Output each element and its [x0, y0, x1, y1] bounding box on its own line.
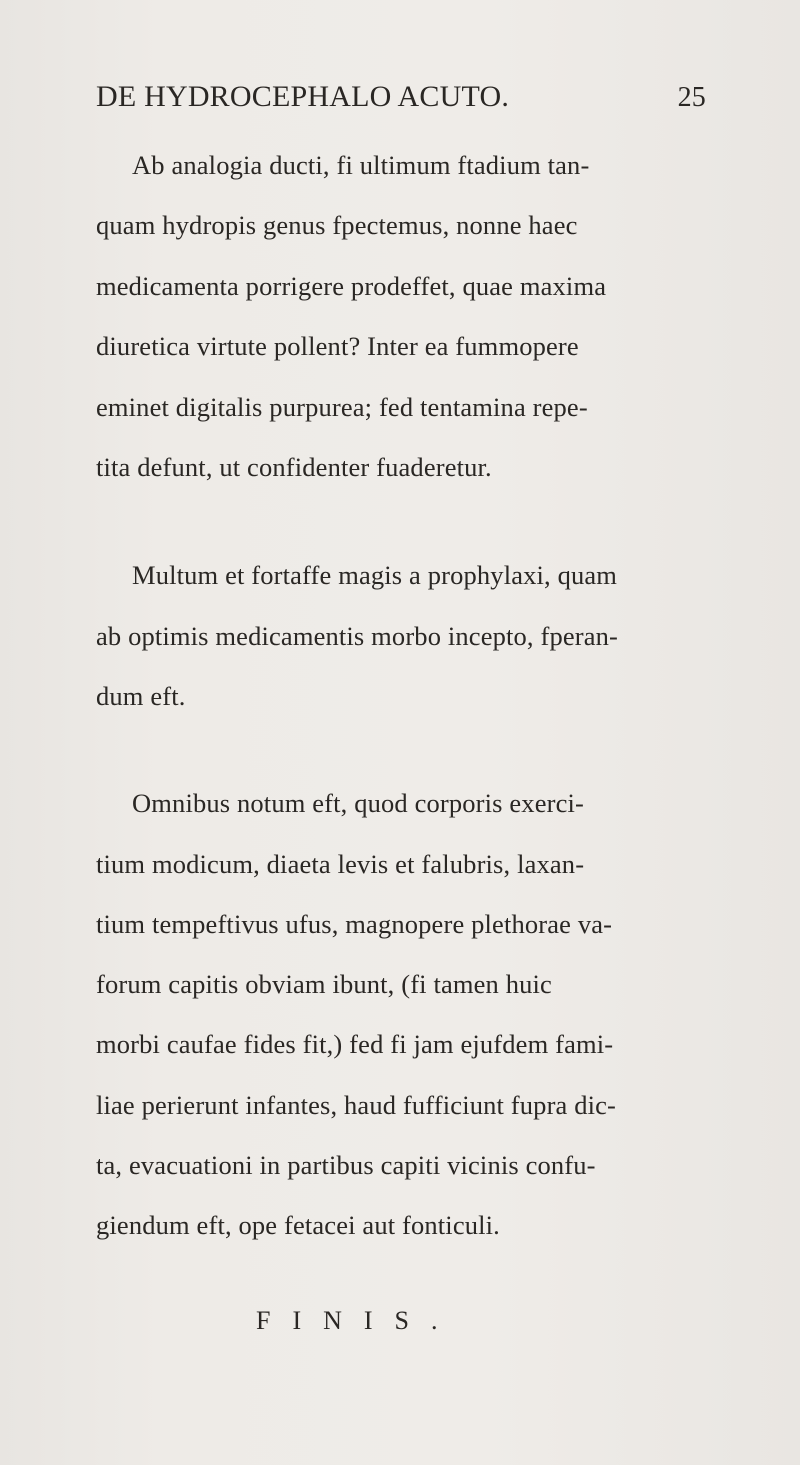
- page-number: 25: [677, 82, 706, 113]
- finis-mark: FINIS.: [256, 1306, 460, 1335]
- header-title: DE HYDROCEPHALO ACUTO.: [96, 80, 510, 113]
- running-header: [96, 80, 706, 120]
- book-page: DE HYDROCEPHALO ACUTO. 25 Ab analogia ducti, fi ultimum ftadium tan- quam hydropis genus fpectemus, nonne haec medicamenta porrigere prodeffet, quae maxima diuretica virtute pollent? Inter ea fummopere eminet digitalis purpurea; fed tentamina repe- tita defunt, ut confidenter fuaderetur. Multum et fortaffe magis a prophylaxi, quam ab optimis medicamentis morbo incepto, fperan- dum eft. Omnibus notum eft, quod corporis exerci- tium modicum, diaeta levis et falubris, laxan- tium tempeftivus ufus, magnopere plethorae va- forum capitis obviam ibunt, (fi tamen huic morbi caufae fides fit,) fed fi jam ejufdem fami- liae perierunt infantes, haud fufficiunt fupra dic- ta, evacuationi in partibus capiti vicinis confu- giendum eft, ope fetacei aut fonticuli. FINIS.: [0, 0, 800, 1465]
